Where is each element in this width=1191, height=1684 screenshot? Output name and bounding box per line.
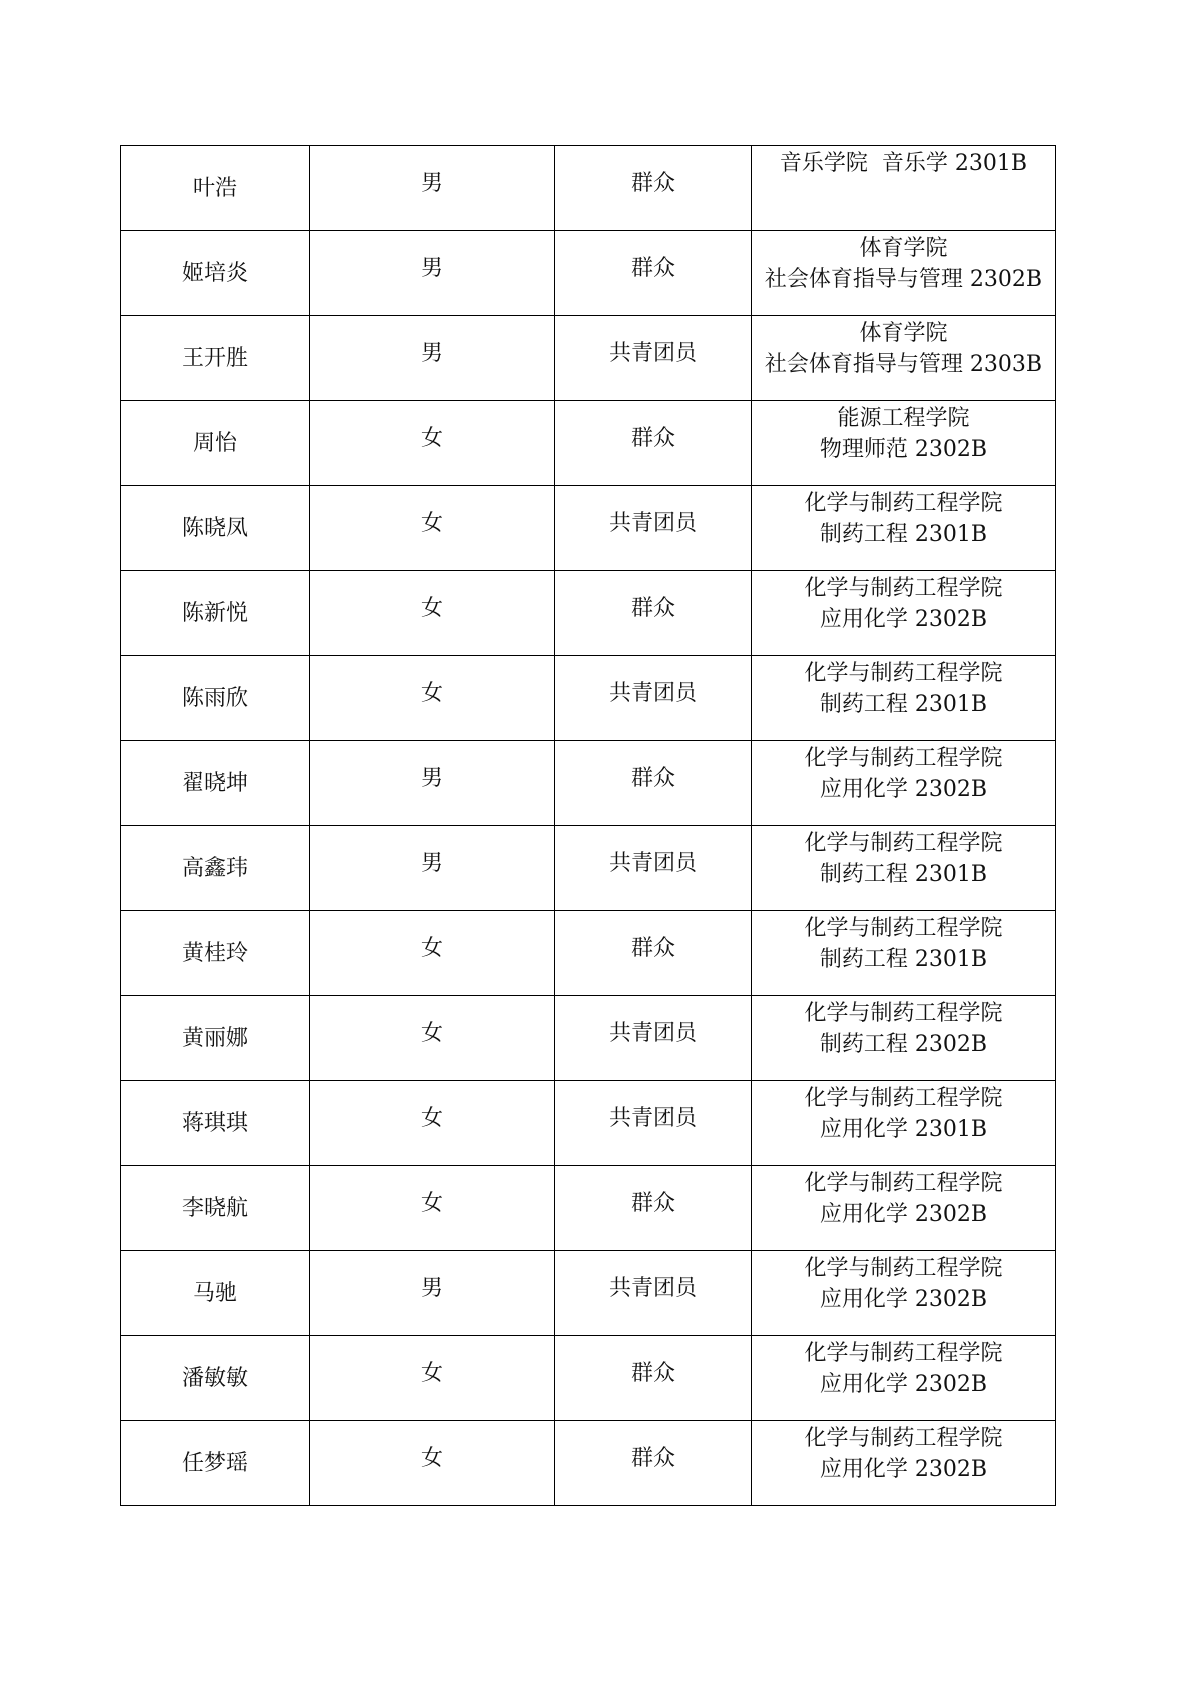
gender-cell: 女 xyxy=(310,1336,555,1421)
table-row xyxy=(121,826,1056,911)
gender-cell: 男 xyxy=(310,316,555,401)
name-cell: 陈雨欣 xyxy=(121,656,310,741)
political-status-cell: 共青团员 xyxy=(555,996,752,1081)
table-row xyxy=(121,316,1056,401)
political-status-cell: 共青团员 xyxy=(555,486,752,571)
class-text: 制药工程 2302B xyxy=(819,1032,988,1057)
table-row xyxy=(121,1166,1056,1251)
name-cell: 蒋琪琪 xyxy=(121,1081,310,1166)
gender-cell: 女 xyxy=(310,571,555,656)
table-row xyxy=(121,486,1056,571)
gender-cell: 女 xyxy=(310,996,555,1081)
college-text: 体育学院 xyxy=(859,321,948,346)
political-status-cell: 群众 xyxy=(555,741,752,826)
class-text: 制药工程 2301B xyxy=(819,862,988,887)
name-cell: 李晓航 xyxy=(121,1166,310,1251)
gender-cell: 女 xyxy=(310,911,555,996)
name-cell: 黄桂玲 xyxy=(121,911,310,996)
college-text: 化学与制药工程学院 xyxy=(804,831,1003,856)
political-status-cell: 群众 xyxy=(555,1166,752,1251)
name-cell: 陈新悦 xyxy=(121,571,310,656)
class-text: 应用化学 2302B xyxy=(819,1202,988,1227)
college-class-cell xyxy=(752,1336,1056,1421)
political-status-cell: 群众 xyxy=(555,1336,752,1421)
gender-cell: 男 xyxy=(310,741,555,826)
college-text: 化学与制药工程学院 xyxy=(804,1341,1003,1366)
class-text: 应用化学 2302B xyxy=(819,777,988,802)
table-row xyxy=(121,1081,1056,1166)
college-text: 化学与制药工程学院 xyxy=(804,746,1003,771)
table-row xyxy=(121,996,1056,1081)
college-text: 化学与制药工程学院 xyxy=(804,576,1003,601)
college-class-cell xyxy=(752,996,1056,1081)
name-cell: 潘敏敏 xyxy=(121,1336,310,1421)
college-text: 化学与制药工程学院 xyxy=(804,1086,1003,1111)
class-text: 应用化学 2301B xyxy=(819,1117,988,1142)
college-class-cell xyxy=(752,316,1056,401)
political-status-cell: 共青团员 xyxy=(555,656,752,741)
gender-cell: 男 xyxy=(310,146,555,231)
roster-body xyxy=(121,146,1056,1506)
gender-cell: 女 xyxy=(310,1421,555,1506)
college-text: 化学与制药工程学院 xyxy=(804,661,1003,686)
gender-cell: 女 xyxy=(310,656,555,741)
political-status-cell: 共青团员 xyxy=(555,1081,752,1166)
class-text: 应用化学 2302B xyxy=(819,607,988,632)
college-class-cell xyxy=(752,1081,1056,1166)
college-text: 化学与制药工程学院 xyxy=(804,491,1003,516)
class-text: 应用化学 2302B xyxy=(819,1287,988,1312)
name-cell: 叶浩 xyxy=(121,146,310,231)
political-status-cell: 共青团员 xyxy=(555,826,752,911)
gender-cell: 女 xyxy=(310,486,555,571)
class-text: 制药工程 2301B xyxy=(819,522,988,547)
political-status-cell: 群众 xyxy=(555,146,752,231)
table-row xyxy=(121,1251,1056,1336)
college-class-cell xyxy=(752,231,1056,316)
table-row xyxy=(121,1421,1056,1506)
political-status-cell: 群众 xyxy=(555,231,752,316)
gender-cell: 男 xyxy=(310,231,555,316)
name-cell: 翟晓坤 xyxy=(121,741,310,826)
table-row xyxy=(121,1336,1056,1421)
table-row xyxy=(121,741,1056,826)
college-class-cell xyxy=(752,571,1056,656)
table-row xyxy=(121,401,1056,486)
college-text: 化学与制药工程学院 xyxy=(804,1171,1003,1196)
table-row xyxy=(121,571,1056,656)
political-status-cell: 群众 xyxy=(555,911,752,996)
college-text: 化学与制药工程学院 xyxy=(804,1426,1003,1451)
table-row xyxy=(121,146,1056,231)
college-text: 体育学院 xyxy=(859,236,948,261)
college-class-cell xyxy=(752,486,1056,571)
college-text: 化学与制药工程学院 xyxy=(804,1256,1003,1281)
table-row xyxy=(121,656,1056,741)
gender-cell: 女 xyxy=(310,401,555,486)
college-text: 音乐学院 音乐学 2301B xyxy=(779,151,1028,176)
college-class-cell xyxy=(752,911,1056,996)
gender-cell: 女 xyxy=(310,1166,555,1251)
political-status-cell: 共青团员 xyxy=(555,316,752,401)
class-text: 应用化学 2302B xyxy=(819,1457,988,1482)
class-text: 应用化学 2302B xyxy=(819,1372,988,1397)
name-cell: 马驰 xyxy=(121,1251,310,1336)
class-text: 物理师范 2302B xyxy=(819,437,988,462)
name-cell: 高鑫玮 xyxy=(121,826,310,911)
student-roster-table xyxy=(120,145,1056,1506)
name-cell: 陈晓凤 xyxy=(121,486,310,571)
class-text: 社会体育指导与管理 2302B xyxy=(764,267,1043,292)
college-class-cell xyxy=(752,1421,1056,1506)
gender-cell: 男 xyxy=(310,826,555,911)
name-cell: 黄丽娜 xyxy=(121,996,310,1081)
college-text: 化学与制药工程学院 xyxy=(804,916,1003,941)
college-class-cell xyxy=(752,1166,1056,1251)
name-cell: 王开胜 xyxy=(121,316,310,401)
political-status-cell: 群众 xyxy=(555,1421,752,1506)
political-status-cell: 群众 xyxy=(555,401,752,486)
college-class-cell xyxy=(752,1251,1056,1336)
table-row xyxy=(121,231,1056,316)
college-class-cell xyxy=(752,826,1056,911)
gender-cell: 男 xyxy=(310,1251,555,1336)
political-status-cell: 共青团员 xyxy=(555,1251,752,1336)
college-class-cell xyxy=(752,741,1056,826)
name-cell: 姬培炎 xyxy=(121,231,310,316)
class-text: 制药工程 2301B xyxy=(819,692,988,717)
college-text: 化学与制药工程学院 xyxy=(804,1001,1003,1026)
table-row xyxy=(121,911,1056,996)
college-text: 能源工程学院 xyxy=(837,406,970,431)
college-class-cell xyxy=(752,401,1056,486)
political-status-cell: 群众 xyxy=(555,571,752,656)
class-text: 社会体育指导与管理 2303B xyxy=(764,352,1043,377)
college-class-cell xyxy=(752,146,1056,231)
name-cell: 任梦瑶 xyxy=(121,1421,310,1506)
class-text: 制药工程 2301B xyxy=(819,947,988,972)
college-class-cell xyxy=(752,656,1056,741)
name-cell: 周怡 xyxy=(121,401,310,486)
gender-cell: 女 xyxy=(310,1081,555,1166)
